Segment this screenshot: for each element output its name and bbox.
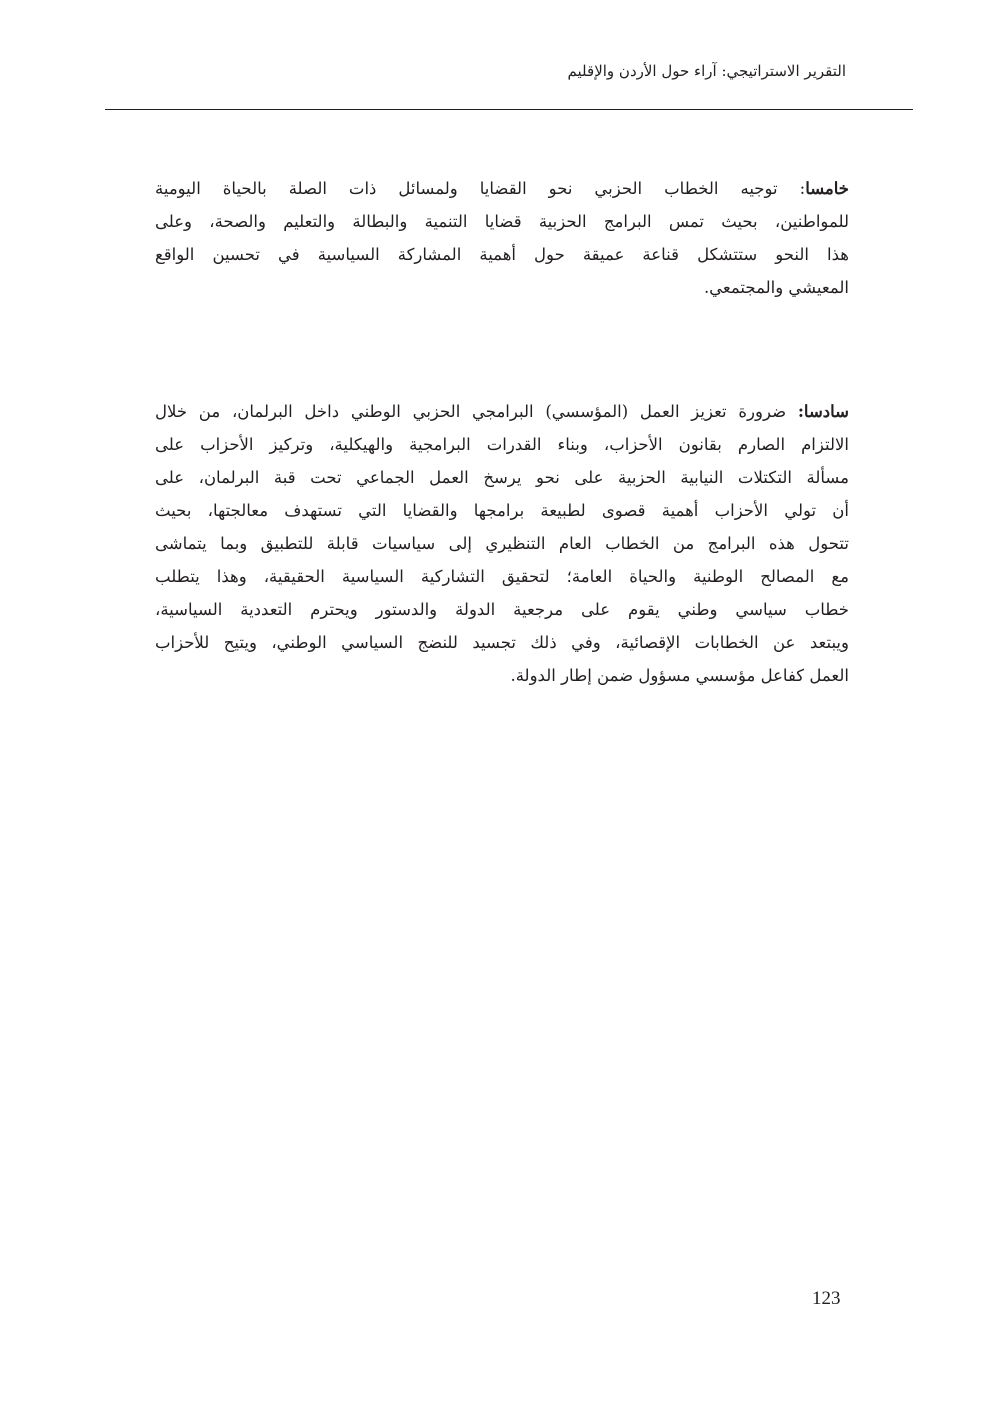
paragraph-line: هذا النحو ستتشكل قناعة عميقة حول أهمية المشاركة السياسية في تحسين الواقع bbox=[155, 245, 849, 264]
paragraph-line: مسألة التكتلات النيابية الحزبية على نحو يرسخ العمل الجماعي تحت قبة البرلمان، على bbox=[155, 468, 849, 487]
paragraph-line bbox=[155, 395, 849, 428]
paragraph-line: العمل كفاعل مؤسسي مسؤول ضمن إطار الدولة. bbox=[510, 666, 849, 685]
paragraph-lead: خامسا bbox=[805, 179, 849, 198]
paragraph-line: تتحول هذه البرامج من الخطاب العام التنظيري إلى سياسيات قابلة للتطبيق وبما يتماشى bbox=[155, 534, 849, 553]
paragraph-line: مع المصالح الوطنية والحياة العامة؛ لتحقيق التشاركية السياسية الحقيقية، وهذا يتطلب bbox=[155, 567, 849, 586]
paragraph-lead: سادسا: bbox=[797, 402, 849, 421]
running-header-title: التقرير الاستراتيجي: آراء حول الأردن والإقليم bbox=[567, 62, 846, 80]
paragraph-line: الالتزام الصارم بقانون الأحزاب، وبناء القدرات البرامجية والهيكلية، وتركيز الأحزاب على bbox=[155, 435, 849, 454]
line-text: ضرورة تعزيز العمل (المؤسسي) البرامجي الحزبي الوطني داخل البرلمان، من خلال bbox=[155, 402, 798, 421]
header-rule bbox=[105, 109, 913, 110]
paragraph-line: ويبتعد عن الخطابات الإقصائية، وفي ذلك تجسيد للنضج السياسي الوطني، ويتيح للأحزاب bbox=[155, 633, 849, 652]
line-text: : توجيه الخطاب الحزبي نحو القضايا ولمسائل ذات الصلة بالحياة اليومية bbox=[155, 179, 806, 198]
paragraph-line: المعيشي والمجتمعي. bbox=[703, 278, 849, 297]
paragraph-line: للمواطنين، بحيث تمس البرامج الحزبية قضايا التنمية والبطالة والتعليم والصحة، وعلى bbox=[155, 212, 849, 231]
page-number: 123 bbox=[812, 1288, 841, 1309]
paragraph-line: خطاب سياسي وطني يقوم على مرجعية الدولة والدستور ويحترم التعددية السياسية، bbox=[155, 600, 849, 619]
paragraph-fifth bbox=[155, 172, 849, 304]
paragraph-line: أن تولي الأحزاب أهمية قصوى لطبيعة برامجها والقضايا التي تستهدف معالجتها، بحيث bbox=[155, 501, 849, 520]
paragraph-sixth bbox=[155, 395, 849, 692]
paragraph-line bbox=[155, 172, 849, 205]
